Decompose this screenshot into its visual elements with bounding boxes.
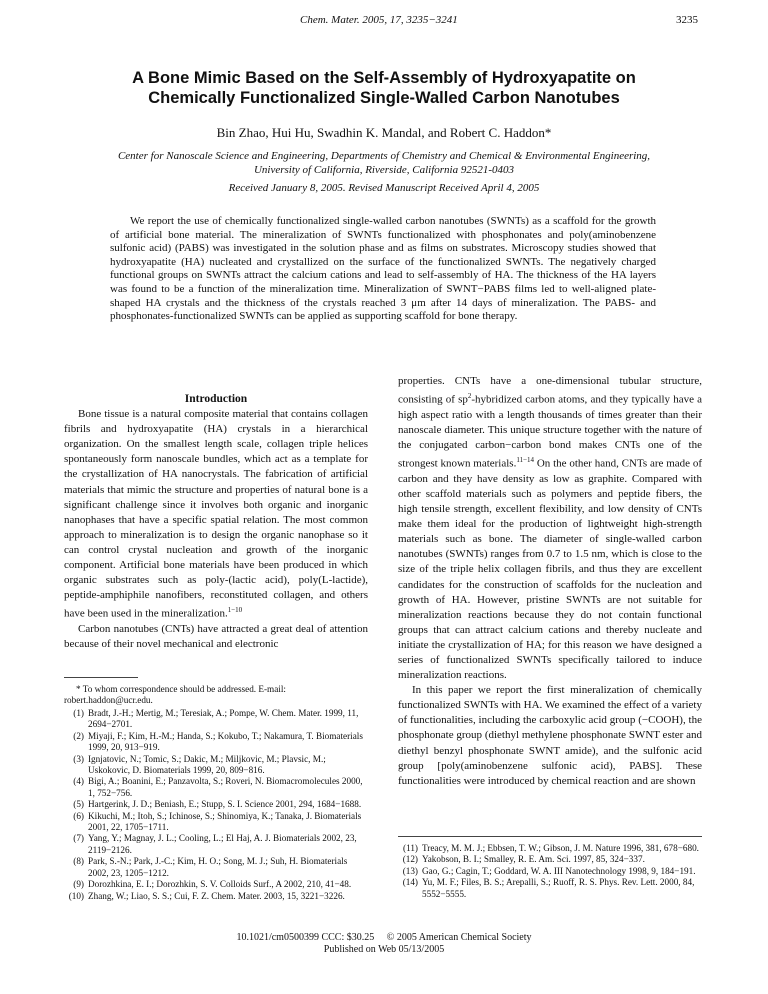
left-column bbox=[64, 392, 368, 652]
reference-number: (9) bbox=[73, 879, 84, 890]
doi-copyright-line: 10.1021/cm0500399 CCC: $30.25 © 2005 American Chemical Society bbox=[236, 932, 532, 943]
reference-item bbox=[64, 731, 368, 754]
reference-text: Treacy, M. M. J.; Ebbsen, T. W.; Gibson, J. M. Nature 1996, 381, 678−680. bbox=[422, 843, 699, 853]
intro-paragraph-4: In this paper we report the first mineralization of chemically functionalized SWNTs with HA. We examined the effect of a variety of functionalities, including the carboxylic acid group (−COOH), the phosphonate group (diethyl methylene phosphonate SWNT ester and diethyl benzyl phosphonate SWNT amide), and the sulfonic acid group [poly(aminobenzene sulfonic acid), PABS]. These functionalities were introduced by chemical reaction and are shown bbox=[398, 684, 702, 787]
intro-p3-text-a: properties. CNTs have a one-dimensional tubular structure, consisting of sp bbox=[398, 375, 702, 406]
reference-text: Bradt, J.-H.; Mertig, M.; Teresiak, A.; Pompe, W. Chem. Mater. 1999, 11, 2694−2701. bbox=[88, 708, 359, 730]
reference-number: (5) bbox=[73, 799, 84, 810]
reference-text: Park, S.-N.; Park, J.-C.; Kim, H. O.; Song, M. J.; Suh, H. Biomaterials 2002, 23, 1205−1212. bbox=[88, 856, 348, 878]
reference-text: Yang, Y.; Magnay, J. L.; Cooling, L.; El Haj, A. J. Biomaterials 2002, 23, 2119−2126. bbox=[88, 833, 357, 855]
affiliation: Center for Nanoscale Science and Engineering, Departments of Chemistry and Chemical & Environmental Engineering, University of California, Riverside, California 92521-0403 bbox=[117, 150, 651, 176]
reference-text: Hartgerink, J. D.; Beniash, E.; Stupp, S. I. Science 2001, 294, 1684−1688. bbox=[88, 799, 362, 810]
citation-11-14: 11−14 bbox=[516, 456, 535, 465]
reference-number: (2) bbox=[73, 730, 84, 741]
reference-number: (14) bbox=[402, 877, 418, 888]
reference-text: Ignjatovic, N.; Tomic, S.; Dakic, M.; Miljkovic, M.; Plavsic, M.; Uskokovic, D. Biomaterials 1999, 20, 809−816. bbox=[88, 753, 326, 776]
footnote-rule bbox=[64, 677, 138, 678]
reference-number: (3) bbox=[73, 753, 84, 764]
reference-list-right bbox=[398, 843, 702, 900]
reference-item bbox=[64, 811, 368, 834]
reference-number: (6) bbox=[73, 810, 84, 821]
reference-item bbox=[64, 708, 368, 731]
reference-number: (4) bbox=[73, 776, 84, 787]
intro-paragraph-3 bbox=[398, 374, 702, 683]
reference-number: (11) bbox=[403, 843, 418, 853]
reference-item bbox=[64, 856, 368, 879]
received-dates: Received January 8, 2005. Revised Manuscript Received April 4, 2005 bbox=[228, 182, 540, 194]
citation-1-10: 1−10 bbox=[227, 606, 243, 615]
reference-list-left bbox=[64, 708, 368, 902]
reference-number: (10) bbox=[68, 890, 84, 901]
page-number: 3235 bbox=[676, 14, 698, 26]
reference-item bbox=[64, 799, 368, 810]
intro-paragraph-1 bbox=[64, 407, 368, 622]
reference-number: (7) bbox=[73, 833, 84, 844]
reference-item bbox=[64, 833, 368, 856]
intro-p3-text-c: On the other hand, CNTs are made of carbon and they have density as low as graphite. Compared with other scaffold materials such as polymers and peptide fibers, the high tensile strength, excellent flexibility, and low density of CNTs make them ideal for the production of lightweight high-strength materials such as bone. The diameter of single-walled carbon nanotubes (SWNTs) ranges from 0.7 to 1.5 nm, which is close to the size of the triple helix collagen fibrils, and thus they are excellent candidates for the construction of scaffolds for the nucleation and growth of HA. However, pristine SWNTs are not suitable for mineralization reactions because they do not contain functional groups that can attract calcium cations and thereby nucleate and initiate the crystallization of HA; for this reason we have designed a series of functionalized SWNTs specifically tailored to induce mineralization reactions. bbox=[398, 457, 702, 682]
intro-p3-text-b: -hybridized carbon atoms, and they typically have a high aspect ratio with a length thousands of times greater than their nanoscale diameter. This unique structure together with the nature of the conjugated carbon−carbon bond makes CNTs one of the strongest known materials. bbox=[398, 393, 702, 470]
superscript-2: 2 bbox=[467, 392, 472, 401]
reference-text: Yu, M. F.; Files, B. S.; Arepalli, S.; Ruoff, R. S. Phys. Rev. Lett. 2000, 84, 5552−5555. bbox=[422, 877, 695, 899]
correspondence-footnote: * To whom correspondence should be addressed. E-mail: robert.haddon@ucr.edu. bbox=[64, 684, 286, 706]
page-footer bbox=[0, 932, 768, 956]
reference-text: Gao, G.; Cagin, T.; Goddard, W. A. III Nanotechnology 1998, 9, 184−191. bbox=[422, 865, 696, 876]
publication-date-line: Published on Web 05/13/2005 bbox=[323, 944, 445, 955]
reference-text: Miyaji, F.; Kim, H.-M.; Handa, S.; Kokubo, T.; Nakamura, T. Biomaterials 1999, 20, 913−919. bbox=[88, 730, 363, 753]
article-title: A Bone Mimic Based on the Self-Assembly of Hydroxyapatite on Chemically Functionalized Single-Walled Carbon Nanotubes bbox=[132, 69, 636, 107]
intro-paragraph-2: Carbon nanotubes (CNTs) have attracted a great deal of attention because of their novel mechanical and electronic bbox=[64, 623, 368, 651]
reference-text: Dorozhkina, E. I.; Dorozhkin, S. V. Colloids Surf., A 2002, 210, 41−48. bbox=[88, 879, 352, 890]
journal-reference: Chem. Mater. 2005, 17, 3235−3241 bbox=[300, 14, 458, 26]
reference-item bbox=[64, 776, 368, 799]
reference-item bbox=[64, 891, 368, 902]
reference-item bbox=[398, 854, 702, 865]
reference-text: Zhang, W.; Liao, S. S.; Cui, F. Z. Chem. Mater. 2003, 15, 3221−3226. bbox=[88, 890, 345, 901]
reference-number: (8) bbox=[73, 856, 84, 867]
abstract: We report the use of chemically functionalized single-walled carbon nanotubes (SWNTs) as a scaffold for the growth of artificial bone material. The mineralization of SWNTs functionalized with phosphonates and poly(aminobenzene sulfonic acid) (PABS) was investigated in the solution phase and as films on substrates. Microscopy studies showed that hydroxyapatite (HA) nucleated and crystallized on the surface of the functionalized SWNTs. The negatively charged functional groups on SWNTs attract the calcium cations and lead to self-assembly of HA. The thickness of the HA layers was found to be a function of the mineralization time. Mineralization of SWNT−PABS films led to well-aligned plate-shaped HA crystals and the thickness of the crystals reached 3 μm after 14 days of mineralization. The PABS- and phosphonates-functionalized SWNTs can be applied as supporting scaffold for bone therapy. bbox=[110, 215, 656, 323]
reference-item bbox=[64, 879, 368, 890]
reference-number: (1) bbox=[73, 708, 84, 718]
reference-text: Bigi, A.; Boanini, E.; Panzavolta, S.; Roveri, N. Biomacromolecules 2000, 1, 752−756. bbox=[88, 776, 363, 798]
reference-item bbox=[398, 843, 702, 854]
reference-number: (12) bbox=[402, 854, 418, 865]
right-column bbox=[398, 374, 702, 789]
author-list: Bin Zhao, Hui Hu, Swadhin K. Mandal, and Robert C. Haddon* bbox=[216, 125, 552, 140]
intro-p1-text: Bone tissue is a natural composite material that contains collagen fibrils and hydroxyapatite (HA) crystals in a hierarchical organization. On the smallest length scale, collagen triple helices spontaneously form nanoscale bundles, which act as a template for the crystallization of HA nanocrystals. The fabrication of artificial materials that mimic the structure and properties of natural bone is a significant challenge since it involves both organic and inorganic nanophases that have a specific spatial relation. The most common approach to mineralization is to design the organic nanophase so it can control crystal nucleation and growth of the inorganic component. Artificial bone materials have been produced in which organic substrates such as poly-(lactic acid), poly(L-lactide), peptide-amphiphile nanofibers, reconstituted collagen, and others have been used in the mineralization. bbox=[64, 408, 368, 620]
reference-item bbox=[398, 866, 702, 877]
reference-item bbox=[64, 754, 368, 777]
reference-item bbox=[398, 877, 702, 900]
reference-number: (13) bbox=[402, 865, 418, 876]
reference-text: Kikuchi, M.; Itoh, S.; Ichinose, S.; Shinomiya, K.; Tanaka, J. Biomaterials 2001, 22, 1705−1711. bbox=[88, 810, 362, 833]
reference-text: Yakobson, B. I.; Smalley, R. E. Am. Sci. 1997, 85, 324−337. bbox=[422, 854, 645, 865]
section-heading-introduction: Introduction bbox=[184, 393, 248, 405]
footnote-rule-right bbox=[398, 836, 702, 837]
